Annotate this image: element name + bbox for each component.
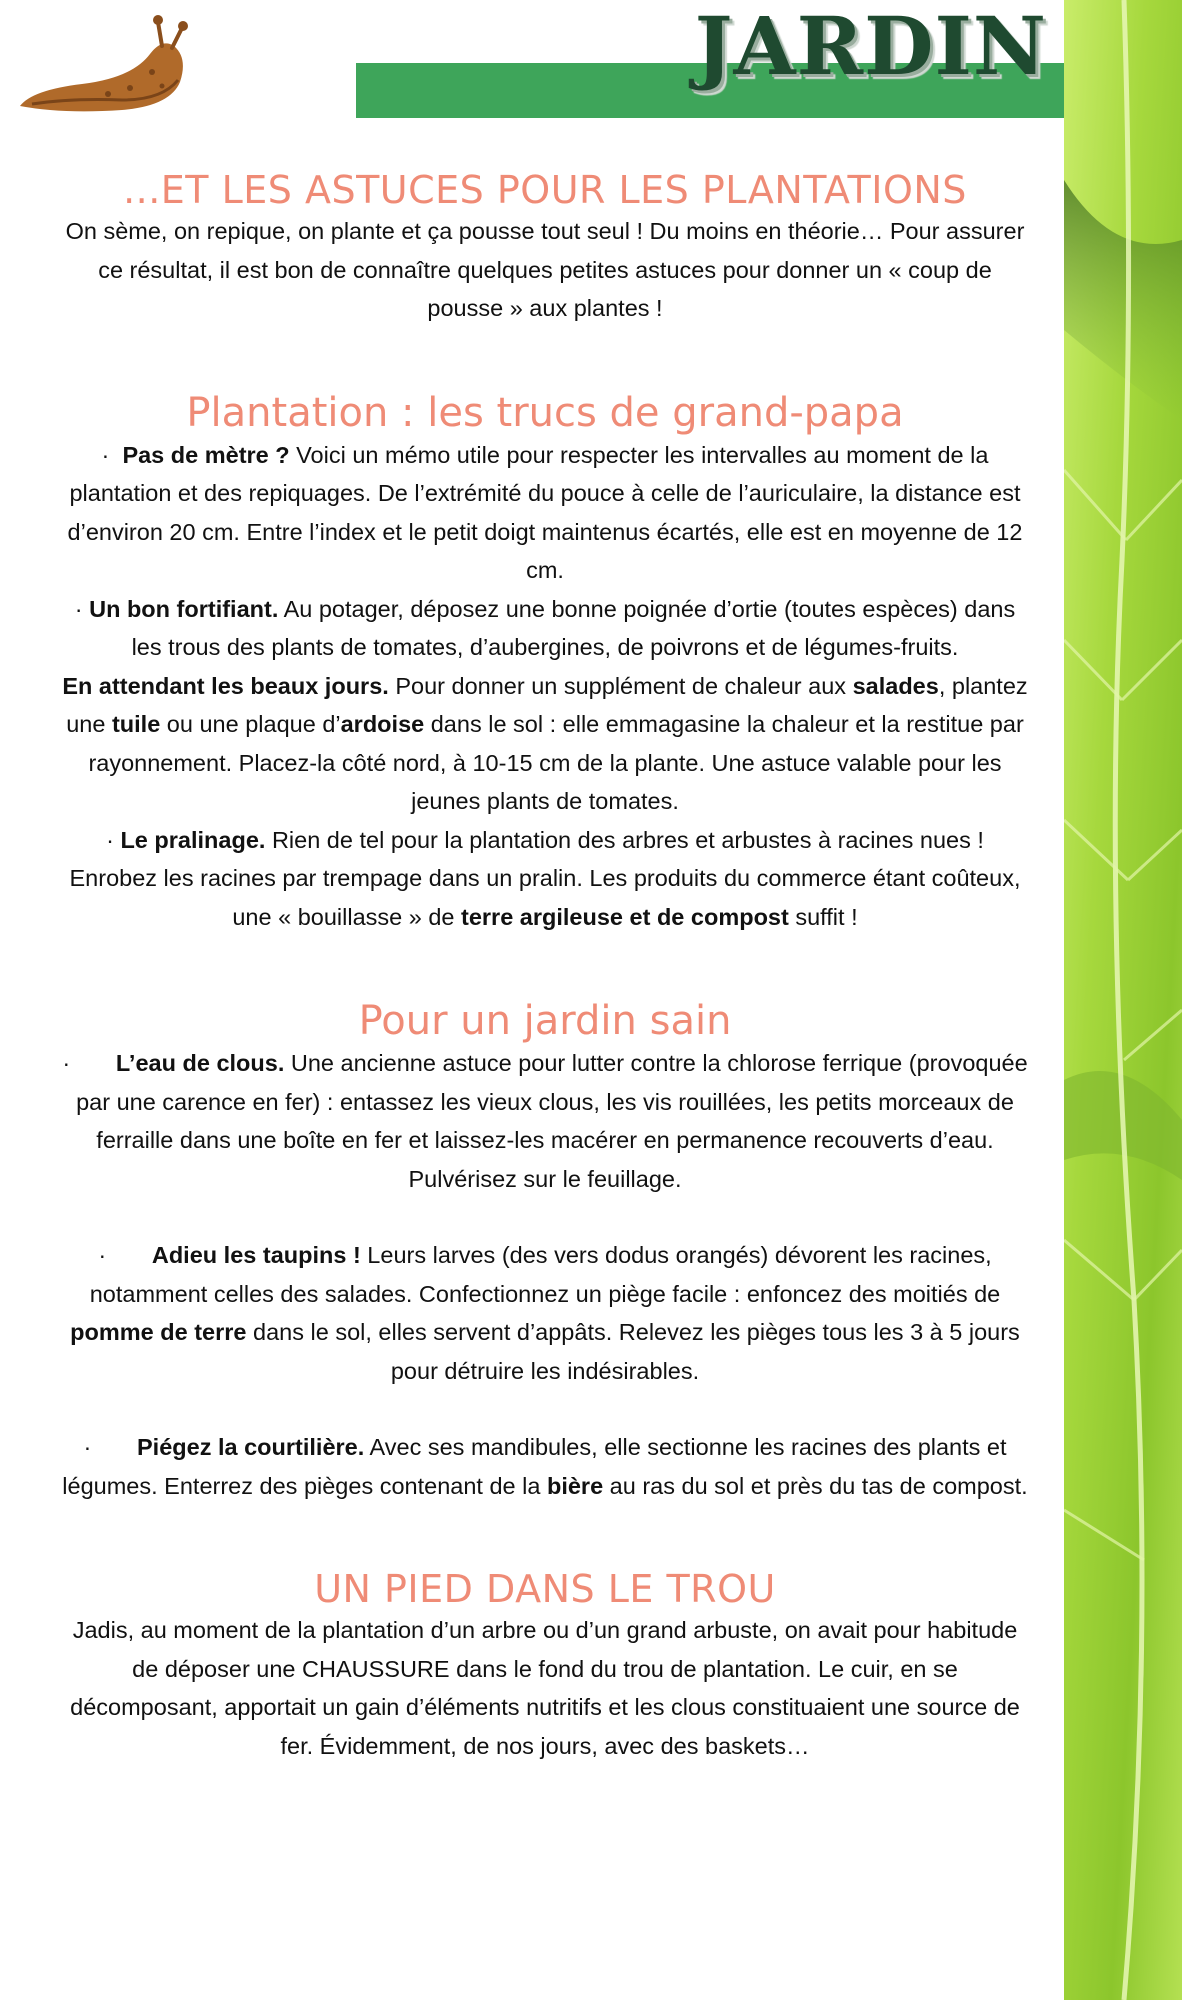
tip-title: Un bon fortifiant. <box>89 595 279 622</box>
tip-pralinage <box>60 821 1030 937</box>
tip-title: Adieu les taupins ! <box>151 1242 361 1268</box>
tip-keyword: tuile <box>111 711 161 737</box>
bullet: · <box>62 1050 71 1076</box>
tip-text: Pour donner un supplément de chaleur aux <box>388 672 853 699</box>
tip-keyword: bière <box>546 1472 604 1499</box>
tip-eau-de-clous <box>60 1044 1030 1198</box>
bullet: · <box>74 595 83 622</box>
section-heading-jardin-sain: Pour un jardin sain <box>358 998 732 1044</box>
tip-text: Une ancienne astuce pour lutter contre la chlorose ferrique (provoquée par une carence en fer) : entassez les vieux clous, les vis rouillées, les petits morceaux de ferraille dans une boîte en fer et laissez-les macérer en permanence recouverts d’eau. Pulvérisez sur le feuillage. <box>76 1050 1028 1192</box>
bullet: · <box>83 1434 92 1460</box>
tip-title: En attendant les beaux jours. <box>62 672 389 699</box>
page-title: JARDIN <box>694 0 1047 93</box>
tip-title: L’eau de clous. <box>115 1050 285 1076</box>
tip-keyword: salades <box>852 672 939 699</box>
tip-title: Pas de mètre ? <box>122 441 290 468</box>
intro-text: On sème, on repique, on plante et ça pousse tout seul ! Du moins en théorie… Pour assurer ce résultat, il est bon de connaître quelques petites astuces pour donner un « coup de pousse » aux plantes ! <box>65 218 1025 321</box>
tip-text: dans le sol, elles servent d’appâts. Relevez les pièges tous les 3 à 5 jours pour détruire les indésirables. <box>246 1319 1020 1384</box>
tip-courtiliere <box>60 1428 1030 1505</box>
tip-taupins <box>60 1236 1030 1390</box>
bullet: · <box>98 1242 107 1268</box>
bullet: · <box>106 826 114 853</box>
tip-text: dans le sol : elle emmagasine la chaleur et la restitue par rayonnement. Placez-la côté nord, à 10-15 cm de la plante. Une astuce valable pour les jeunes plants de tomates. <box>88 711 1024 814</box>
tip-text: Au potager, déposez une bonne poignée d’ortie (toutes espèces) dans les trous des plants de tomates, d’aubergines, de poivrons et de légumes-fruits. <box>131 595 1016 660</box>
tip-text: Avec ses mandibules, elle sectionne les racines des plants et légumes. Enterrez des pièges contenant de la <box>62 1434 1007 1499</box>
tip-text: suffit ! <box>788 903 858 930</box>
tip-text: Voici un mémo utile pour respecter les intervalles au moment de la plantation et des repiquages. De l’extrémité du pouce à celle de l’auriculaire, la distance est d’environ 20 cm. Entre l’index et le petit doigt maintenus écartés, elle est en moyenne de 12 cm. <box>67 441 1023 583</box>
slug-icon <box>12 6 192 121</box>
tip-keyword: terre argileuse et de compost <box>461 903 789 930</box>
tip-text: , plantez une <box>66 672 1028 737</box>
tip-text: Leurs larves (des vers dodus orangés) dévorent les racines, notamment celles des salades. Confectionnez un piège facile : enfoncez des moitiés de <box>89 1242 1001 1307</box>
tip-text: Rien de tel pour la plantation des arbres et arbustes à racines nues ! Enrobez les racines par trempage dans un pralin. Les produits du commerce étant coûteux, une « bouillasse » de <box>69 826 1021 930</box>
tip-fortifiant <box>60 590 1030 667</box>
tip-title: Piégez la courtilière. <box>137 1434 365 1460</box>
article <box>60 168 1030 1765</box>
section-heading-plantation: Plantation : les trucs de grand-papa <box>186 389 904 436</box>
tip-title: Le pralinage. <box>120 826 266 853</box>
tip-pas-de-metre <box>60 436 1030 590</box>
tip-text: au ras du sol et près du tas de compost. <box>603 1472 1028 1499</box>
pied-dans-le-trou-text: Jadis, au moment de la plantation d’un arbre ou d’un grand arbuste, on avait pour habitude de déposer une CHAUSSURE dans le fond du trou de plantation. Le cuir, en se décomposant, apportait un gain d’éléments nutritifs et les clous constituaient une source de fer. Évidemment, de nos jours, avec des baskets… <box>70 1617 1020 1759</box>
leaf-background <box>1064 0 1182 2000</box>
intro-heading: ...ET LES ASTUCES POUR LES PLANTATIONS <box>123 168 967 212</box>
section-heading-pied-dans-le-trou: UN PIED DANS LE TROU <box>314 1567 776 1611</box>
bullet: · <box>101 441 110 468</box>
tip-text: ou une plaque d’ <box>160 711 341 737</box>
tip-keyword: pomme de terre <box>70 1319 247 1345</box>
tip-beaux-jours <box>60 667 1030 821</box>
tip-keyword: ardoise <box>340 711 425 737</box>
